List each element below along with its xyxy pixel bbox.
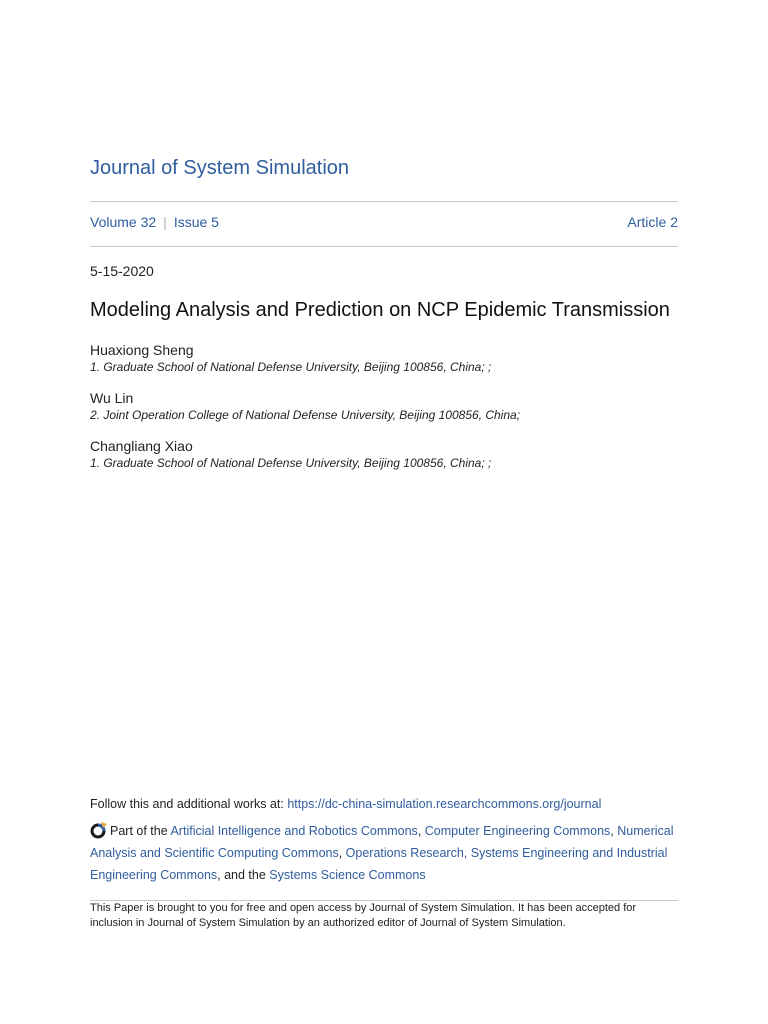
author-affiliation: 1. Graduate School of National Defense University, Beijing 100856, China; ; [90,360,492,374]
follow-label: Follow this and additional works at: [90,797,288,811]
journal-title-link[interactable]: Journal of System Simulation [90,157,350,179]
author-name: Wu Lin [90,390,134,406]
access-notice: This Paper is brought to you for free and open access by Journal of System Simulation. It has been accepted for inclusion in Journal of System Simulation by an authorized editor of Journal of System Simulation. [90,902,637,929]
follow-url-link[interactable]: https://dc-china-simulation.researchcommons.org/journal [287,797,602,811]
author-block [90,342,491,375]
commons-link-computer-engineering[interactable]: Computer Engineering Commons [424,824,611,838]
issue-link[interactable]: Issue 5 [173,214,219,230]
author-name: Huaxiong Sheng [90,342,194,358]
author-name: Changliang Xiao [90,438,193,454]
author-block [90,390,520,423]
commons-link-numerical-analysis[interactable]: Numerical Analysis and Scientific Computing Commons [90,824,674,860]
commons-link-operations-research[interactable]: Operations Research, Systems Engineering and Industrial Engineering Commons [90,846,668,882]
article-number-link[interactable]: Article 2 [627,214,678,230]
and-the-text: , and the [217,868,270,882]
author-affiliation: 1. Graduate School of National Defense University, Beijing 100856, China; ; [90,456,492,470]
author-affiliation: 2. Joint Operation College of National Defense University, Beijing 100856, China; [90,408,521,422]
commons-link-systems-science[interactable]: Systems Science Commons [269,868,426,882]
author-block [90,438,491,471]
follow-line [90,797,601,811]
comma-separator: , [417,824,425,838]
open-access-icon [90,821,108,839]
top-divider [90,201,678,202]
bottom-divider [90,246,678,247]
comma-separator: , [338,846,346,860]
comma-separator: , [610,824,618,838]
part-of-label: Part of the [110,824,171,838]
part-of-commons [90,820,682,886]
commons-link-ai-robotics[interactable]: Artificial Intelligence and Robotics Commons [170,824,418,838]
volume-issue-row [90,214,678,230]
paper-title: Modeling Analysis and Prediction on NCP Epidemic Transmission [90,299,670,321]
volume-link[interactable]: Volume 32 [90,214,157,230]
publication-date: 5-15-2020 [90,263,154,279]
volume-issue-separator: | [163,214,167,230]
